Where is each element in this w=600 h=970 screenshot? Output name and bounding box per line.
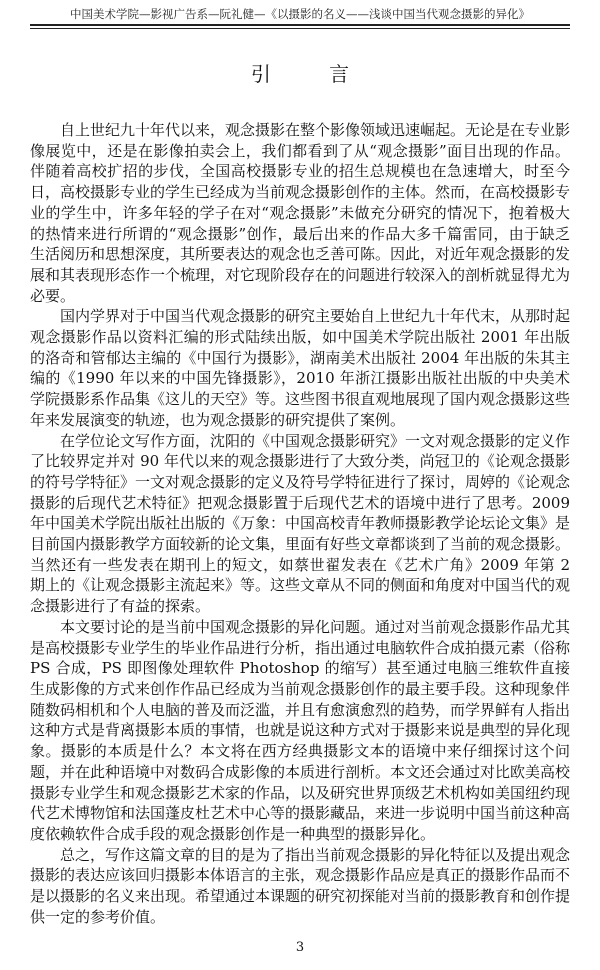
running-header: 中国美术学院—影视广告系—阮礼健—《以摄影的名义——浅谈中国当代观念摄影的异化》: [70, 7, 530, 21]
paragraph-2: 国内学界对于中国当代观念摄影的研究主要始自上世纪九十年代末，从那时起观念摄影作品以资料汇编的形式陆续出版，如中国美术学院出版社 2001 年出版的洛奇和管郁达主编的《中国行为摄影》，湖南美术出版社 2004 年出版的朱其主编的《1990 年以来的中国先锋摄影》，2010 年浙江摄影出版社出版的中央美术学院摄影系作品集《这儿的天空》等。这些图书很直观地展现了国内观念摄影这些年来发展演变的轨迹，也为观念摄影的研究提供了案例。: [30, 307, 571, 429]
header-rule-thick: [30, 24, 570, 26]
page-number: 3: [295, 940, 305, 955]
paragraph-3: 在学位论文写作方面，沈阳的《中国观念摄影研究》一文对观念摄影的定义作了比较界定并对 90 年代以来的观念摄影进行了大致分类，尚冠卫的《论观念摄影的符号学特征》一文对观念摄影的定义及符号学特征进行了探讨，周婷的《论观念摄影的后现代艺术特征》把观念摄影置于后现代艺术的语境中进行了思考。2009 年中国美术学院出版社出版的《万象：中国高校青年教师摄影教学论坛论文集》是目前国内摄影教学方面较新的论文集，里面有好些文章都谈到了当前的观念摄影。当然还有一些发表在期刊上的短文，如蔡世翟发表在《艺术广角》2009 年第 2 期上的《让观念摄影主流起来》等。这些文章从不同的侧面和角度对中国当代的观念摄影进行了有益的探索。: [30, 431, 571, 616]
header-rule-thin: [30, 28, 570, 29]
paragraph-1: 自上世纪九十年代以来，观念摄影在整个影像领域迅速崛起。无论是在专业影像展览中，还是在影像拍卖会上，我们都看到了从“观念摄影”面目出现的作品。伴随着高校扩招的步伐，全国高校摄影专业的招生总规模也在急速增大，时至今日，高校摄影专业的学生已经成为当前观念摄影创作的主体。然而，在高校摄影专业的学生中，许多年轻的学子在对“观念摄影”未做充分研究的情况下，抱着极大的热情来进行所谓的“观念摄影”创作，最后出来的作品大多千篇雷同，由于缺乏生活阅历和思想深度，其所要表达的观念也乏善可陈。因此，对近年观念摄影的发展和其表现形态作一个梳理，对它现阶段存在的问题进行较深入的剖析就显得尤为必要。: [30, 121, 571, 305]
paragraph-5: 总之，写作这篇文章的目的是为了指出当前观念摄影的异化特征以及提出观念摄影的表达应该回归摄影本体语言的主张，观念摄影作品应是真正的摄影作品而不是以摄影的名义来出现。希望通过本课题的研究初探能对当前的摄影教育和创作提供一定的参考价值。: [30, 845, 571, 926]
paragraph-4: 本文要讨论的是当前中国观念摄影的异化问题。通过对当前观念摄影作品尤其是高校摄影专业学生的毕业作品进行分析，指出通过电脑软件合成拍摄元素（俗称 PS 合成，PS 即图像处理软件 Photoshop 的缩写）甚至通过电脑三维软件直接生成影像的方式来创作作品已经成为当前观念摄影创作的最主要手段。这种现象伴随数码相机和个人电脑的普及而泛滥，并且有愈演愈烈的趋势，而学界鲜有人指出这种方式是背离摄影本质的事情，也就是说这种方式对于摄影来说是典型的异化现象。摄影的本质是什么？本文将在西方经典摄影文本的语境中来仔细探讨这个问题，并在此种语境中对数码合成影像的本质进行剖析。本文还会通过对比欧美高校摄影专业学生和观念摄影艺术家的作品，以及研究世界顶级艺术机构如美国纽约现代艺术博物馆和法国蓬皮杜艺术中心等的摄影藏品，来进一步说明中国当前这种高度依赖软件合成手段的观念摄影创作是一种典型的摄影异化。: [30, 617, 571, 843]
body-text: [30, 120, 570, 927]
page-title: 引 言: [250, 62, 376, 86]
